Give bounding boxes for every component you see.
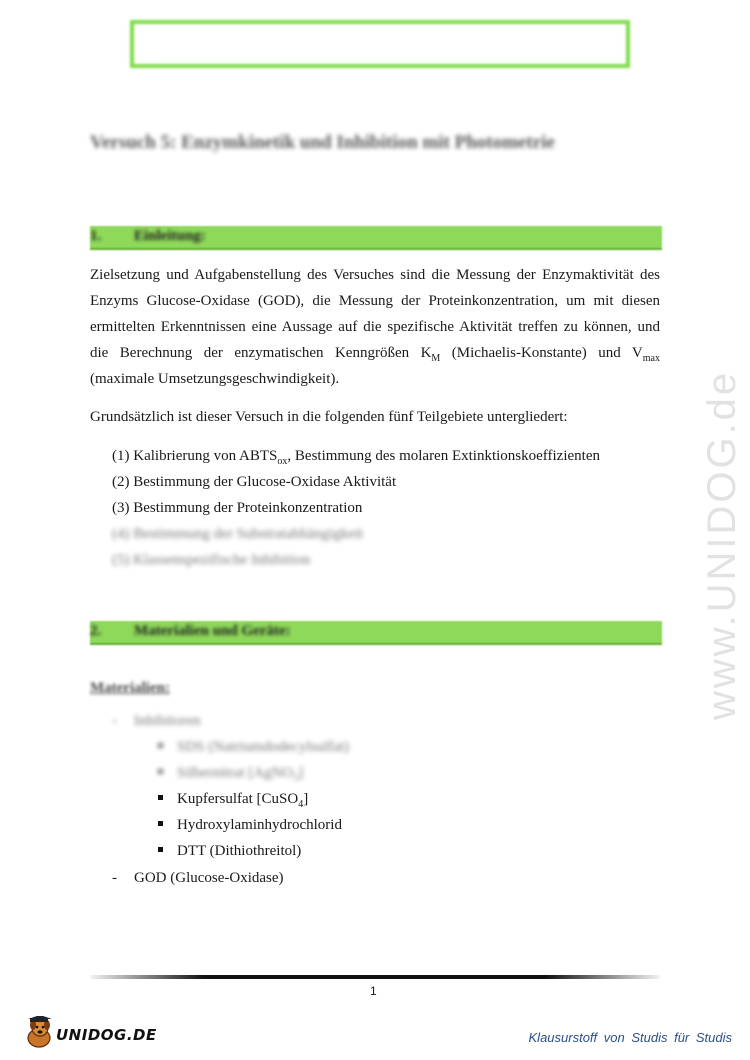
intro-line-kenngroessen: die Berechnung der enzymatischen Kenngrößen $K_M$ (Michaelis-Konstante) und $V_{max}$ xyxy=(90,345,660,364)
part-item-4: (4) Bestimmung der Substratabhängigkeit xyxy=(112,526,364,542)
material-bullet-3: Kupfersulfat [CuSO$_4$] xyxy=(158,791,308,808)
materials-heading: Materialien: xyxy=(90,680,170,696)
watermark: www.UNIDOG.de xyxy=(700,369,744,720)
part-item-2: (2) Bestimmung der Glucose-Oxidase Aktivität xyxy=(112,474,397,490)
logo-text: UNIDOG.DE xyxy=(56,1026,157,1044)
parts-list xyxy=(112,443,600,573)
section-1-header xyxy=(90,226,662,250)
page-number: 1 xyxy=(370,984,377,998)
material-bullet-5: DTT (Dithiothreitol) xyxy=(158,843,301,860)
section-2-header xyxy=(90,621,662,645)
bullet-square-icon xyxy=(158,795,163,800)
document-title: Versuch 5: Enzymkinetik und Inhibition mit Photometrie xyxy=(90,132,555,153)
part-item-3: (3) Bestimmung der Proteinkonzentration xyxy=(112,500,363,516)
section-2-heading: Materialien und Geräte: xyxy=(134,623,291,639)
intro-line: ermittelten Erkenntnissen eine Aussage auf die spezifische Aktivität treffen zu können, und xyxy=(90,319,660,335)
bullet-square-icon xyxy=(158,769,163,774)
header-box xyxy=(130,20,630,68)
intro-line: Zielsetzung und Aufgabenstellung des Versuches sind die Messung der Enzymaktivität des xyxy=(90,267,660,283)
intro-paragraph xyxy=(90,262,660,392)
material-bullet-2: Silbernitrat [AgNO$_3$] xyxy=(158,765,303,782)
materials-inhibitors: - Inhibitoren xyxy=(112,713,201,729)
tagline: Klausurstoff von Studis für Studis xyxy=(528,1030,732,1045)
bullet-square-icon xyxy=(158,821,163,826)
part-item-5: (5) Klassenspezifische Inhibition xyxy=(112,552,311,568)
section-2-number: 2. xyxy=(90,623,102,639)
intro-line: (maximale Umsetzungsgeschwindigkeit). xyxy=(90,371,340,387)
intro-line: Enzyms Glucose-Oxidase (GOD), die Messung der Proteinkonzentration, um mit diesen xyxy=(90,293,660,309)
bullet-square-icon xyxy=(158,847,163,852)
footer-divider xyxy=(90,975,660,979)
material-bullet-1: SDS (Natriumdodecylsulfat) xyxy=(158,739,349,756)
materials-god: - GOD (Glucose-Oxidase) xyxy=(112,870,284,886)
subdivision-intro: Grundsätzlich ist dieser Versuch in die folgenden fünf Teilgebiete untergliedert: xyxy=(90,409,568,425)
section-1-number: 1. xyxy=(90,228,102,244)
material-bullet-4: Hydroxylaminhydrochlorid xyxy=(158,817,342,834)
bullet-square-icon xyxy=(158,743,163,748)
section-1-heading: Einleitung: xyxy=(134,228,206,244)
unidog-logo[interactable] xyxy=(22,1016,157,1052)
dog-mascot-icon xyxy=(22,1016,56,1050)
part-item-1: (1) Kalibrierung von $ABTS_{ox}$, Bestimmung des molaren Extinktionskoeffizienten xyxy=(112,448,600,467)
